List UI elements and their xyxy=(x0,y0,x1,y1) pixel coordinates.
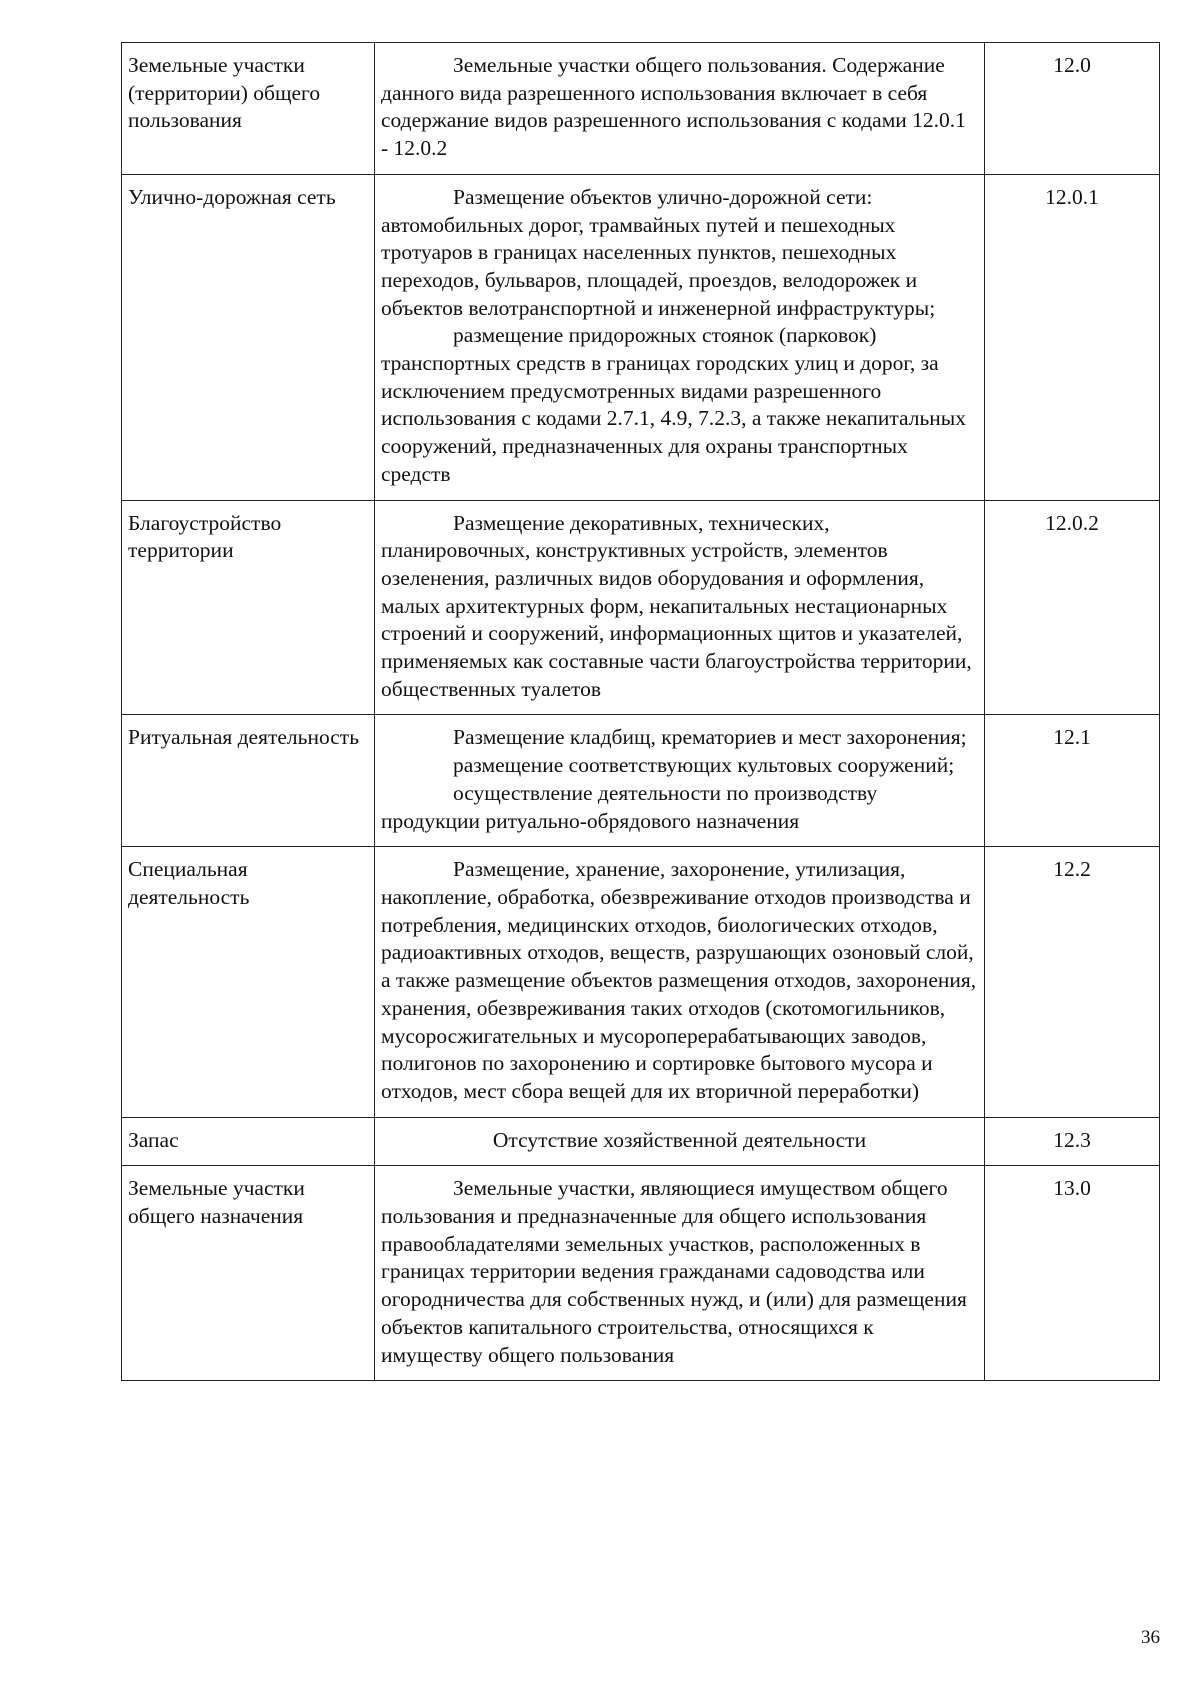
description-paragraph: Земельные участки, являющиеся имуществом общего пользования и предназначенные для общего использования правообладателями земельных участков, расположенных в границах территории ведения гражданами садоводства или огородничества для собственных нужд, и (или) для размещения объектов капитального строительства, относящихся к имуществу общего пользования xyxy=(381,1176,967,1367)
use-type-name: Земельные участки общего назначения xyxy=(122,1166,375,1381)
use-type-description xyxy=(375,715,985,847)
use-type-description xyxy=(375,1117,985,1166)
table-row xyxy=(122,715,1160,847)
use-type-code: 12.3 xyxy=(985,1117,1160,1166)
description-paragraph: Размещение, хранение, захоронение, утилизация, накопление, обработка, обезвреживание отходов производства и потребления, медицинских отходов, биологических отходов, радиоактивных отходов, веществ, разрушающих озоновый слой, а также размещение объектов размещения отходов, захоронения, хранения, обезвреживания таких отходов (скотомогильников, мусоросжигательных и мусороперерабатывающих заводов, полигонов по захоронению и сортировке бытового мусора и отходов, мест сбора вещей для их вторичной переработки) xyxy=(381,857,977,1103)
description-paragraph: размещение придорожных стоянок (парковок) транспортных средств в границах городских улиц и дорог, за исключением предусмотренных видами разрешенного использования с кодами 2.7.1, 4.9, 7.2.3, а также некапитальных сооружений, предназначенных для охраны транспортных средств xyxy=(381,323,966,486)
use-type-description xyxy=(375,847,985,1117)
use-type-name: Ритуальная деятельность xyxy=(122,715,375,847)
table-row xyxy=(122,174,1160,500)
table-row xyxy=(122,500,1160,715)
page-number: 36 xyxy=(1141,1627,1160,1648)
use-type-code: 13.0 xyxy=(985,1166,1160,1381)
description-paragraph: Размещение декоративных, технических, планировочных, конструктивных устройств, элементов озеленения, различных видов оборудования и оформления, малых архитектурных форм, некапитальных нестационарных строений и сооружений, информационных щитов и указателей, применяемых как составные части благоустройства территории, общественных туалетов xyxy=(381,510,972,701)
use-type-description xyxy=(375,174,985,500)
use-type-name: Запас xyxy=(122,1117,375,1166)
table-row xyxy=(122,1117,1160,1166)
table-row xyxy=(122,847,1160,1117)
use-type-name: Благоустройство территории xyxy=(122,500,375,715)
description-paragraph: Земельные участки общего пользования. Содержание данного вида разрешенного использования включает в себя содержание видов разрешенного использования с кодами 12.0.1 - 12.0.2 xyxy=(381,53,966,161)
use-type-description xyxy=(375,43,985,175)
description-paragraph: осуществление деятельности по производству продукции ритуально-обрядового назначения xyxy=(381,780,878,833)
use-type-name: Земельные участки (территории) общего пользования xyxy=(122,43,375,175)
use-type-description xyxy=(375,1166,985,1381)
use-type-code: 12.0.1 xyxy=(985,174,1160,500)
use-type-name: Улично-дорожная сеть xyxy=(122,174,375,500)
use-type-description xyxy=(375,500,985,715)
table-row xyxy=(122,43,1160,175)
land-use-table xyxy=(121,42,1160,1381)
use-type-name: Специальная деятельность xyxy=(122,847,375,1117)
description-paragraph: Размещение объектов улично-дорожной сети: автомобильных дорог, трамвайных путей и пешеходных тротуаров в границах населенных пунктов, пешеходных переходов, бульваров, площадей, проездов, велодорожек и объектов велотранспортной и инженерной инфраструктуры; xyxy=(381,184,936,320)
table-row xyxy=(122,1166,1160,1381)
description-paragraph: размещение соответствующих культовых сооружений; xyxy=(453,753,955,778)
description-paragraph: Отсутствие хозяйственной деятельности xyxy=(492,1127,867,1152)
use-type-code: 12.1 xyxy=(985,715,1160,847)
use-type-code: 12.2 xyxy=(985,847,1160,1117)
use-type-code: 12.0 xyxy=(985,43,1160,175)
description-paragraph: Размещение кладбищ, крематориев и мест захоронения; xyxy=(453,725,967,750)
use-type-code: 12.0.2 xyxy=(985,500,1160,715)
